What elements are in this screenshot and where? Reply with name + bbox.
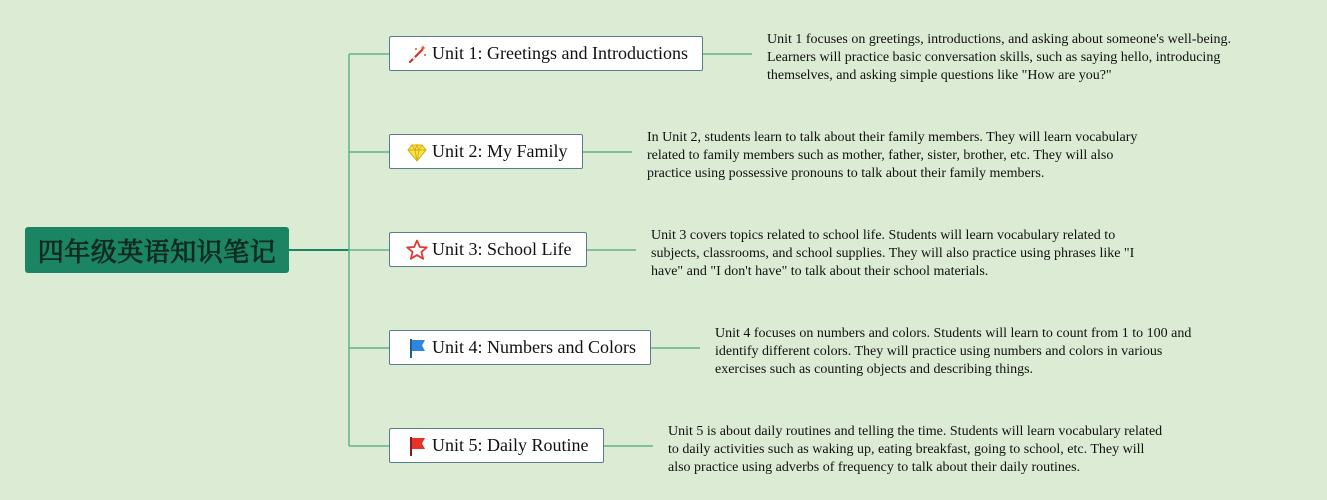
magic-wand-icon	[406, 43, 428, 65]
note-unit-5: Unit 5 is about daily routines and telling the time. Students will learn vocabulary related to daily activities such as waking up, eating breakfast, going to school, etc. They will also practice using adverbs of frequency to talk about their daily routines.	[668, 424, 1163, 475]
topic-unit-4[interactable]	[389, 330, 651, 365]
blue-flag-icon	[406, 337, 428, 359]
topic-unit-4-label: Unit 4: Numbers and Colors	[432, 337, 636, 357]
note-unit-1: Unit 1 focuses on greetings, introductions, and asking about someone's well-being. Learners will practice basic conversation skills, such as saying hello, introducing themselves, and asking simple questions like "How are you?"	[767, 32, 1232, 83]
topic-unit-5[interactable]	[389, 428, 604, 463]
note-unit-4: Unit 4 focuses on numbers and colors. Students will learn to count from 1 to 100 and identify different colors. They will practice using numbers and colors in various exercises such as counting objects and describing things.	[715, 326, 1192, 377]
red-flag-icon	[406, 435, 428, 457]
note-unit-3: Unit 3 covers topics related to school life. Students will learn vocabulary related to subjects, classrooms, and school supplies. They will also practice using phrases like "I have" and "I don't have" to talk about their school materials.	[651, 228, 1135, 279]
topic-unit-2-label: Unit 2: My Family	[432, 141, 568, 161]
star-icon	[406, 239, 428, 261]
topic-unit-3-label: Unit 3: School Life	[432, 239, 572, 259]
topic-unit-2[interactable]	[389, 134, 583, 169]
diamond-icon	[406, 141, 428, 163]
root-topic[interactable]	[25, 227, 289, 273]
topic-unit-1-label: Unit 1: Greetings and Introductions	[432, 43, 688, 63]
note-unit-2: In Unit 2, students learn to talk about their family members. They will learn vocabulary related to family members such as mother, father, sister, brother, etc. They will also practice using possessive pronouns to talk about their family members.	[647, 130, 1138, 181]
topic-unit-3[interactable]	[389, 232, 587, 267]
topic-unit-1[interactable]	[389, 36, 703, 71]
root-topic-label: 四年级英语知识笔记	[37, 237, 277, 268]
topic-unit-5-label: Unit 5: Daily Routine	[432, 435, 589, 455]
